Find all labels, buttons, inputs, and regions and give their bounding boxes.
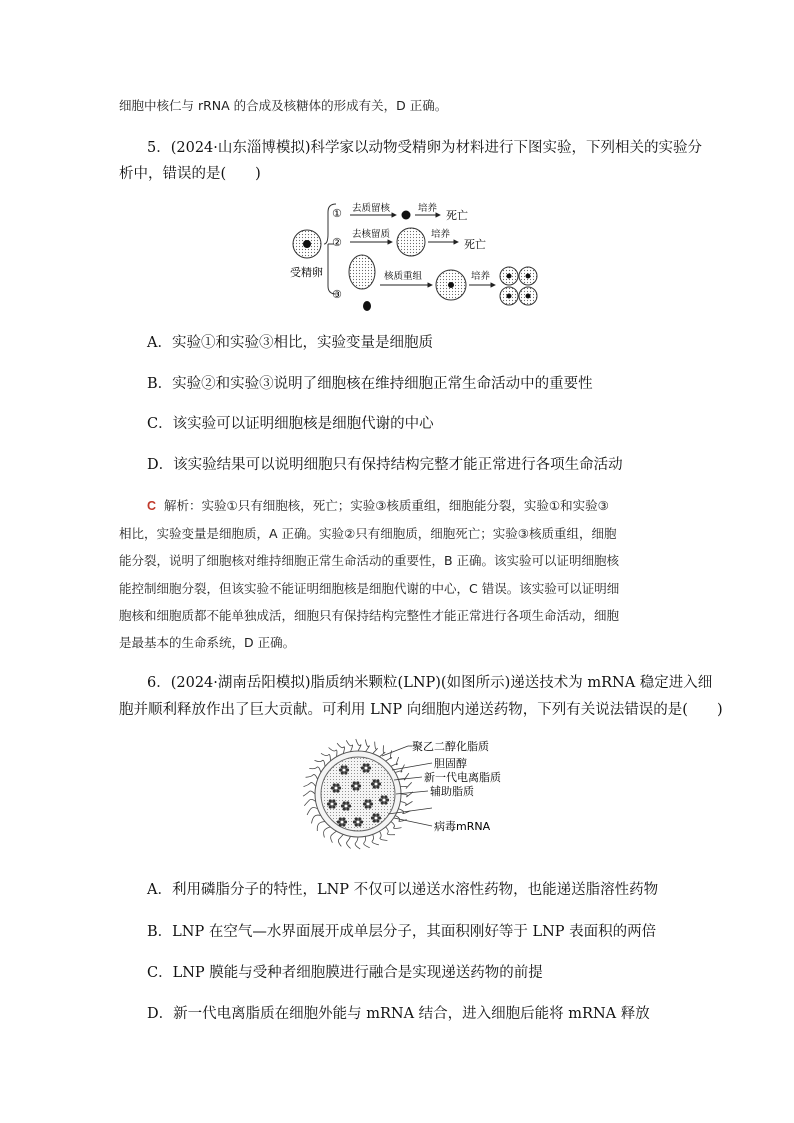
peg-chain — [331, 831, 337, 843]
branch1-result-label: 死亡 — [446, 209, 468, 222]
peg-chain — [337, 743, 344, 754]
label-peg-lipid: 聚乙二醇化脂质 — [412, 740, 489, 753]
q6-option-a: A．利用磷脂分子的特性，LNP 不仅可以递送水溶性药物，也能递送脂溶性药物 — [147, 882, 659, 898]
label-ionizable-lipid: 新一代电离脂质 — [424, 771, 501, 784]
peg-chain — [355, 837, 360, 849]
peg-chain — [372, 834, 379, 845]
peg-chain — [356, 739, 361, 751]
peg-chain — [365, 740, 369, 752]
peg-chain — [400, 801, 412, 805]
peg-chain — [347, 836, 351, 848]
fertilized-egg — [293, 230, 321, 258]
branch1-culture-label: 培养 — [418, 203, 438, 214]
previous-explanation-tail: 细胞中核仁与 rRNA 的合成及核糖体的形成有关，D 正确。 — [119, 98, 448, 113]
q5-option-c: C．该实验可以证明细胞核是细胞代谢的中心 — [147, 416, 434, 432]
branch1-number: ① — [332, 207, 342, 220]
q5-stem-line2: 析中，错误的是( ) — [119, 166, 261, 182]
peg-chain — [400, 782, 411, 788]
lnp-diagram — [296, 736, 536, 854]
q6-option-d: D．新一代电离脂质在细胞外能与 mRNA 结合，进入细胞后能将 mRNA 释放 — [147, 1006, 650, 1022]
branch1-action-label: 去质留核 — [352, 203, 391, 214]
q5-option-b: B．实验②和实验③说明了细胞核在维持细胞正常生命活动中的重要性 — [147, 376, 593, 392]
peg-chain — [364, 836, 370, 847]
peg-chain — [312, 815, 321, 823]
q6-option-c: C．LNP 膜能与受种者细胞膜进行融合是实现递送药物的前提 — [147, 965, 543, 981]
dividing-cells — [500, 267, 537, 305]
peg-chain — [304, 799, 315, 805]
q6-stem-line2: 胞并顺利释放作出了巨大贡献。可利用 LNP 向细胞内递送药物，下列有关说法错误的是( ) — [119, 702, 723, 718]
peg-chain — [391, 757, 399, 766]
peg-chain — [321, 753, 330, 761]
enucleated-cytoplasm — [397, 228, 425, 256]
nucleus-part — [363, 301, 371, 311]
fertilized-egg-label: 受精卵 — [290, 266, 323, 279]
peg-chain — [307, 807, 318, 814]
q5-explanation-line5: 胞核和细胞质都不能单独成活，细胞只有保持结构完整性才能正常进行各项生命活动，细胞 — [119, 608, 620, 623]
label-helper-lipid: 辅助脂质 — [430, 785, 474, 798]
branch3-action-label: 核质重组 — [384, 271, 423, 282]
peg-chain — [306, 775, 318, 780]
q5-stem-line1: 5．(2024·山东淄博模拟)科学家以动物受精卵为材料进行下图实验，下列相关的实验分 — [147, 140, 703, 156]
branch3-number: ③ — [332, 288, 342, 301]
cytoplasm-part — [349, 255, 375, 289]
peg-chain — [373, 742, 378, 754]
q5-explanation-line6: 是最基本的生命系统，D 正确。 — [119, 635, 296, 650]
label-viral-mrna: 病毒mRNA — [434, 820, 491, 833]
q6-option-b: B．LNP 在空气—水界面展开成单层分子，其面积刚好等于 LNP 表面积的两倍 — [147, 924, 657, 940]
q6-stem-line1: 6．(2024·湖南岳阳模拟)脂质纳米颗粒(LNP)(如图所示)递送技术为 mRNA 稳定进入细 — [147, 675, 713, 691]
q5-answer-letter: C — [147, 499, 157, 513]
branch2-result-label: 死亡 — [464, 238, 486, 251]
q5-option-d: D．该实验结果可以说明细胞只有保持结构完整才能正常进行各项生命活动 — [147, 457, 623, 473]
branch2-number: ② — [332, 236, 342, 249]
q5-explanation-line2: 相比，实验变量是细胞质，A 正确。实验②只有细胞质，细胞死亡；实验③核质重组，细胞 — [119, 526, 617, 541]
peg-chain — [380, 831, 388, 840]
isolated-nucleus — [402, 211, 411, 220]
peg-chain — [304, 783, 316, 787]
label-cholesterol: 胆固醇 — [434, 757, 467, 770]
q5-experiment-diagram — [280, 194, 550, 318]
branch2-culture-label: 培养 — [431, 229, 451, 240]
peg-chain — [386, 751, 392, 762]
peg-chain — [317, 822, 325, 831]
branch3-culture-label: 培养 — [471, 271, 491, 282]
q5-explanation-line4: 能控制细胞分裂，但该实验不能证明细胞核是细胞代谢的中心，C 错误。该实验可以证明细 — [119, 581, 620, 596]
q5-explanation-line3: 能分裂，说明了细胞核对维持细胞正常生命活动的重要性，B 正确。该实验可以证明细胞核 — [119, 553, 620, 568]
peg-chain — [315, 760, 326, 766]
peg-chain — [324, 827, 331, 838]
q5-option-a: A．实验①和实验③相比，实验变量是细胞质 — [147, 335, 433, 351]
branch2-action-label: 去核留质 — [352, 229, 391, 240]
peg-chain — [346, 740, 352, 751]
peg-chain — [303, 791, 315, 796]
peg-chain — [391, 822, 402, 829]
peg-chain — [338, 834, 343, 846]
peg-chain — [309, 767, 321, 773]
q5-explanation-line1: C 解析：实验①只有细胞核，死亡；实验③核质重组，细胞能分裂，实验①和实验③ — [147, 498, 609, 513]
